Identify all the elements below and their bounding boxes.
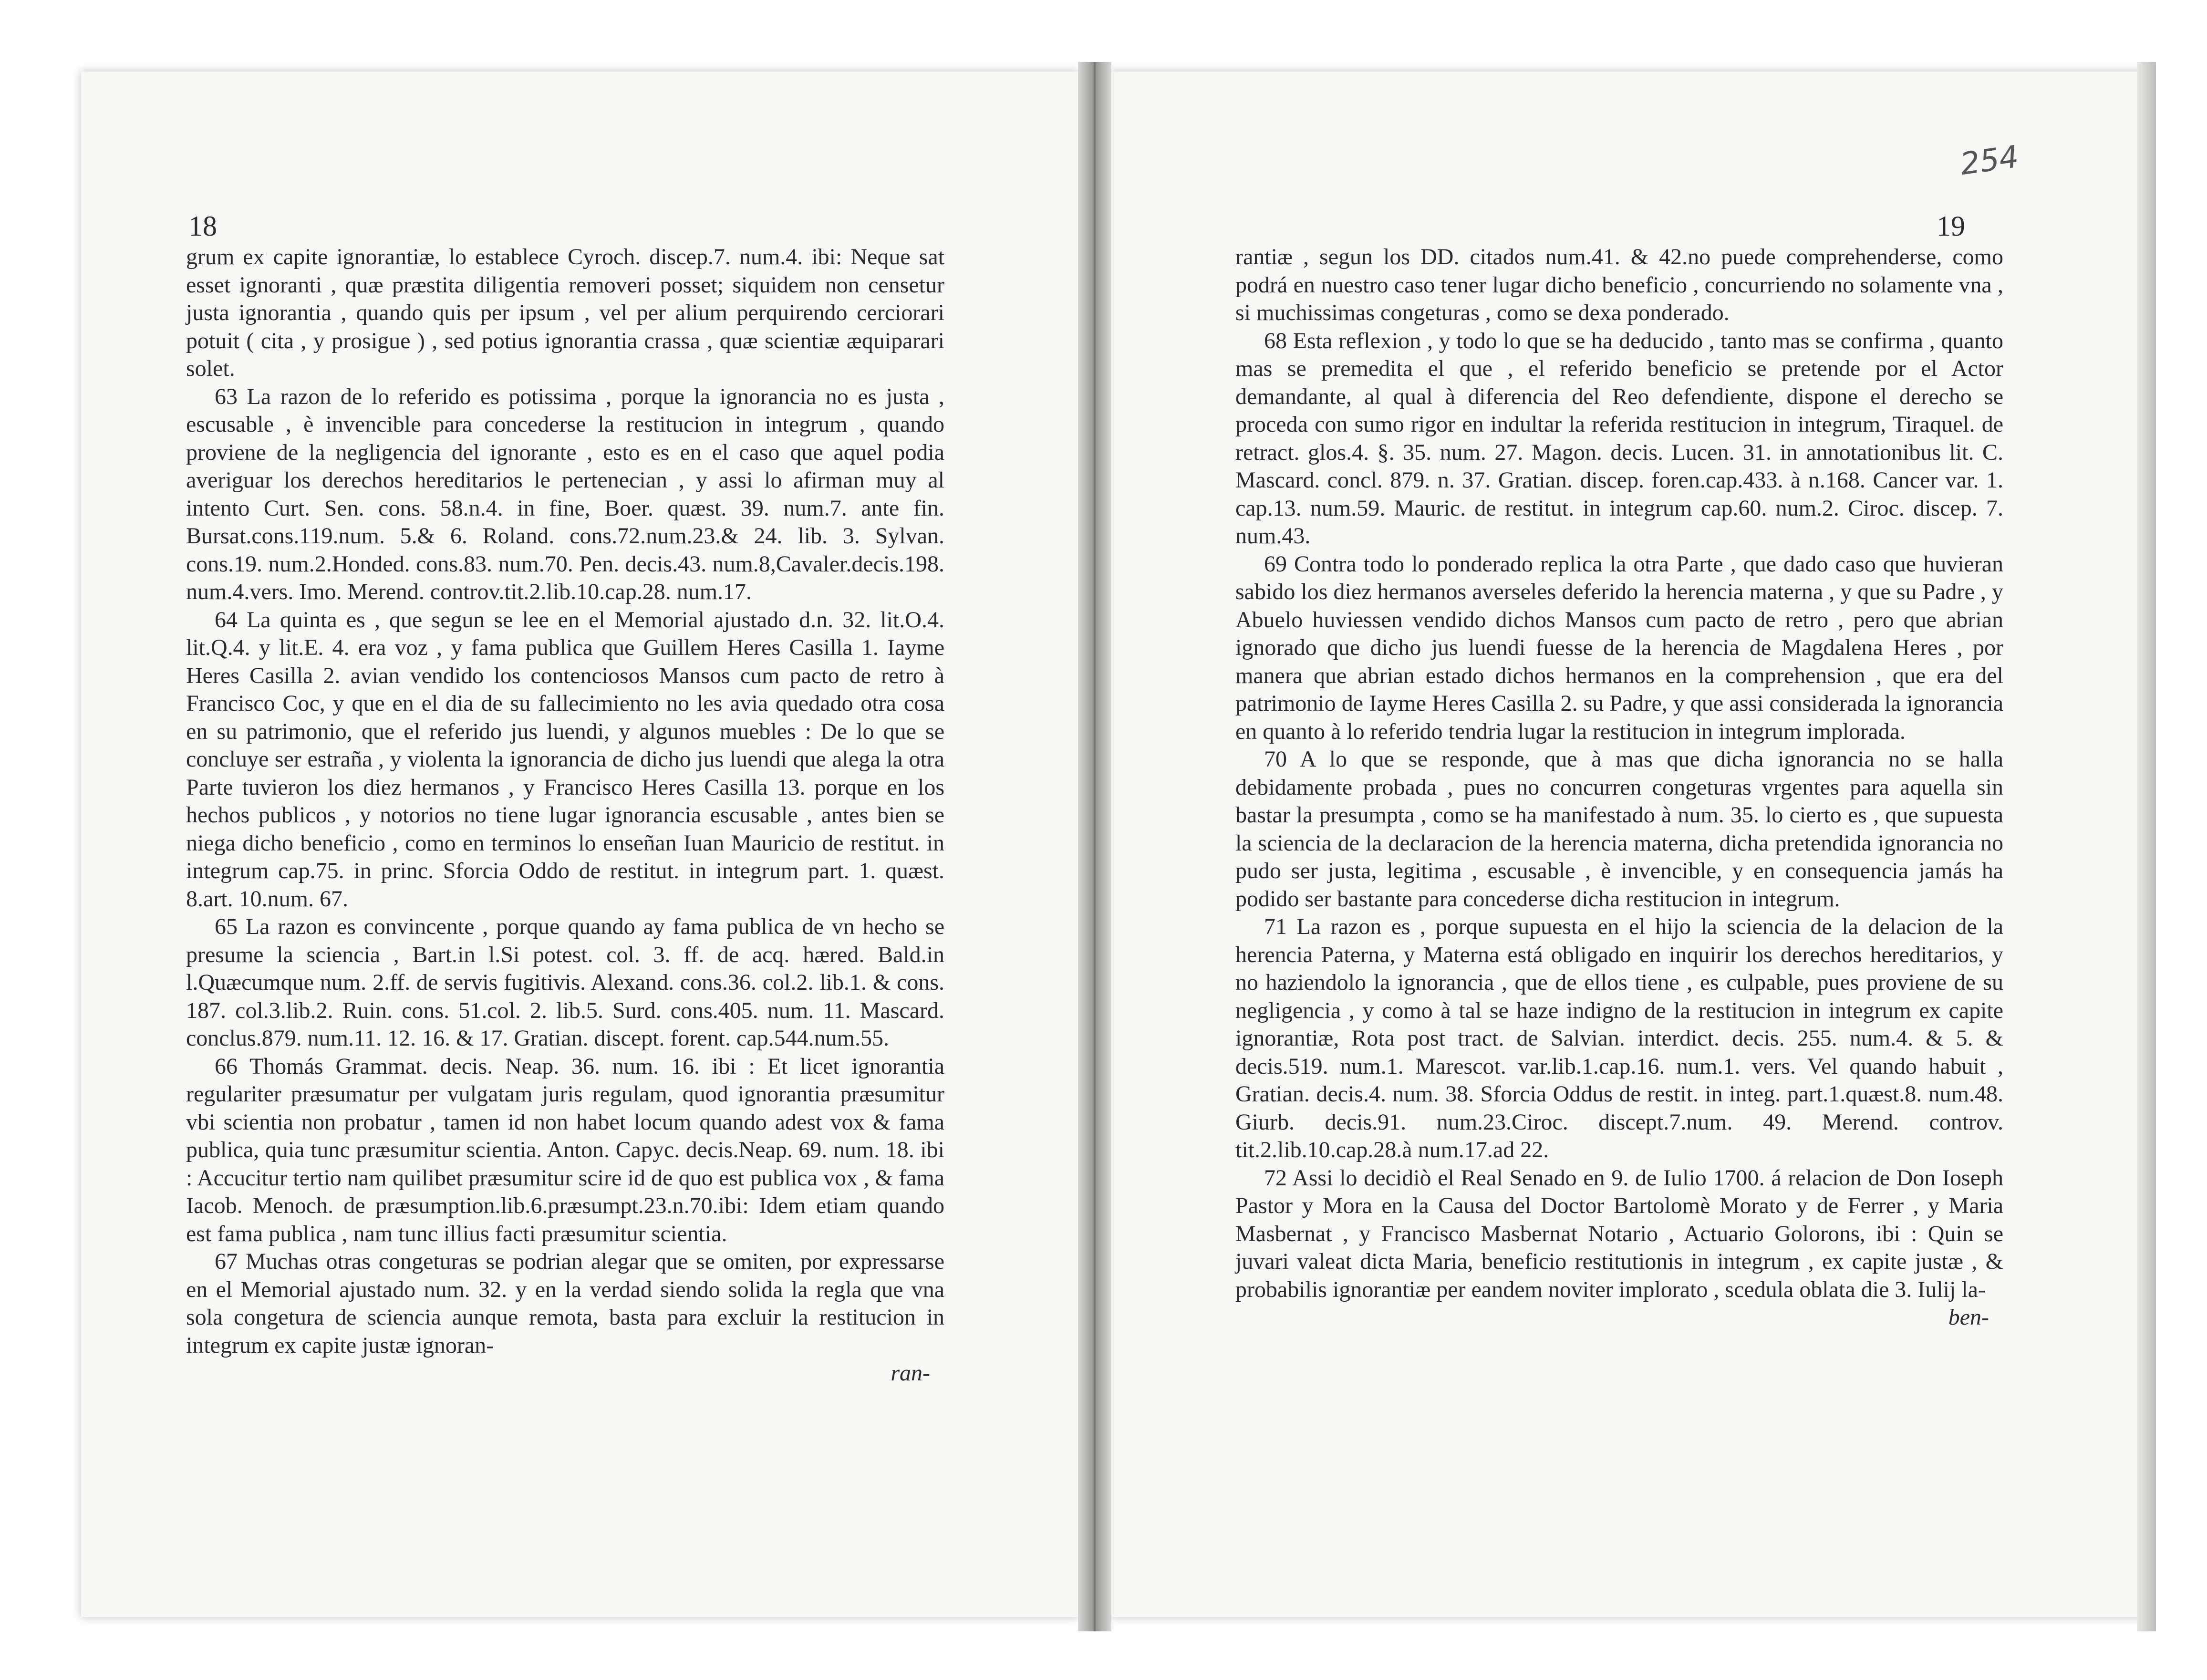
right-paragraph: 68 Esta reflexion , y todo lo que se ha deducido , tanto mas se confirma , quanto mas se premedita el que , el referido beneficio se pretende por el Actor demandante, al qual à diferencia del Reo defendiente, dispone el derecho se proceda con sumo rigor en indultar la referida restitucion in integrum, Tiraquel. de retract. glos.4. §. 35. num. 27. Magon. decis. Lucen. 31. in annotationibus lit. C. Mascard. concl. 879. n. 37. Gratian. discep. foren.cap.433. à n.168. Cancer var. 1. cap.13. num.59. Mauric. de restitut. in integrum cap.60. num.2. Ciroc. discep. 7. num.43.: [1235, 328, 2003, 549]
right-page-number: 19: [1937, 210, 1965, 242]
left-paragraph: 64 La quinta es , que segun se lee en el Memorial ajustado d.n. 32. lit.O.4. lit.Q.4. y lit.E. 4. era voz , y fama publica que Guillem Heres Casilla 1. Iayme Heres Casilla 2. avian vendido los contenciosos Mansos cum pacto de retro à Francisco Coc, y que en el dia de su fallecimiento no les avia quedado otra cosa en su patrimonio, que el referido jus luendi, y algunos muebles : De lo que se concluye ser estraña , y violenta la ignorancia de dicho jus luendi que alega la otra Parte tuvieron los diez hermanos , y Francisco Heres Casilla 13. porque en los hechos publicos , y notorios no tiene lugar ignorancia escusable , antes bien se niega dicho beneficio , como en terminos lo enseñan Iuan Mauricio de restitut. in integrum cap.75. in princ. Sforcia Oddo de restitut. in integrum part. 1. quæst. 8.art. 10.num. 67.: [186, 607, 944, 912]
right-catchword: ben-: [1948, 1305, 1989, 1330]
left-paragraph: 66 Thomás Grammat. decis. Neap. 36. num. 16. ibi : Et licet ignorantia regulariter præsumatur per vulgatam juris regulam, quod ignorantia præsumitur vbi scientia non probatur , tamen id non habet locum quando adest vox & fama publica, quia tunc præsumitur scientia. Anton. Capyc. decis.Neap. 69. num. 18. ibi : Accucitur tertio nam quilibet præsumitur scire id de quo est publica vox , & fama Iacob. Menoch. de præsumption.lib.6.præsumpt.23.n.70.ibi: Idem etiam quando est fama publica , nam tunc illius facti præsumitur scientia.: [186, 1053, 944, 1246]
left-paragraph: 65 La razon es convincente , porque quando ay fama publica de vn hecho se presume la sciencia , Bart.in l.Si potest. col. 3. ff. de acq. hæred. Bald.in l.Quæcumque num. 2.ff. de servis fugitivis. Alexand. cons.36. col.2. lib.1. & cons. 187. col.3.lib.2. Ruin. cons. 51.col. 2. lib.5. Surd. cons.405. num. 11. Mascard. conclus.879. num.11. 12. 16. & 17. Gratian. discept. forent. cap.544.num.55.: [186, 914, 944, 1051]
left-paragraph: 67 Muchas otras congeturas se podrian alegar que se omiten, por expressarse en el Memorial ajustado num. 32. y en la verdad siendo solida la regla que vna sola congetura de sciencia aunque remota, basta para excluir la restitucion in integrum ex capite justæ ignoran-: [186, 1249, 944, 1358]
right-page-text: [1235, 243, 2003, 1588]
right-paragraph: 70 A lo que se responde, que à mas que dicha ignorancia no se halla debidamente probada , pues no concurren congeturas vrgentes para aquella sin bastar la presumpta , como se ha manifestado à num. 35. lo cierto es , que supuesta la sciencia de la declaracion de la herencia materna, dicha pretendida ignorancia no pudo ser justa, legitima , escusable , è invencible, y en consequencia jamás ha podido ser bastante para concederse dicha restitucion in integrum.: [1235, 747, 2003, 912]
left-paragraph: grum ex capite ignorantiæ, lo establece Cyroch. discep.7. num.4. ibi: Neque sat esset ignoranti , quæ præstita diligentia removeri posset; siquidem non censetur justa ignorantia , quando quis per ipsum , vel per alium perquirendo cerciorari potuit ( cita , y prosigue ) , sed potius ignorantia crassa , quæ scientiæ æquiparari solet.: [186, 244, 944, 381]
left-page-text: [186, 243, 944, 1588]
left-page-number: 18: [188, 210, 217, 242]
left-catchword: ran-: [891, 1360, 930, 1386]
right-paragraph: 71 La razon es , porque supuesta en el hijo la sciencia de la delacion de la herencia Paterna, y Materna está obligado en inquirir los derechos hereditarios, y no haziendolo la ignorancia , que de ellos tiene , es culpable, pues proviene de su negligencia , y como à tal se haze indigno de la restitucion in integrum ex capite ignorantiæ, Rota post tract. de Salvian. interdict. decis. 255. num.4. & 5. & decis.519. num.1. Marescot. var.lib.1.cap.16. num.1. vers. Vel quando habuit , Gratian. decis.4. num. 38. Sforcia Oddus de restit. in integ. part.1.quæst.8. num.48. Giurb. decis.91. num.23.Ciroc. discept.7.num. 49. Merend. controv. tit.2.lib.10.cap.28.à num.17.ad 22.: [1235, 914, 2003, 1162]
right-paragraph: rantiæ , segun los DD. citados num.41. & 42.no puede comprehenderse, como podrá en nuestro caso tener lugar dicho beneficio , concurriendo no solamente vna , si muchissimas congeturas , como se dexa ponderado.: [1235, 244, 2003, 325]
handwritten-folio-mark: 254: [1958, 139, 2021, 183]
right-paragraph: 69 Contra todo lo ponderado replica la otra Parte , que dado caso que huvieran sabido los diez hermanos averseles deferido la herencia materna , y que su Padre , y Abuelo huviessen vendido dichos Mansos cum pacto de retro , pero que abrian ignorado que dicho jus luendi fuesse de la herencia de Magdalena Heres , por manera que abrian estado dichos hermanos en la comprehension , que era del patrimonio de Iayme Heres Casilla 2. su Padre, y que assi considerada la ignorancia en quanto à lo referido tendria lugar la restitucion in integrum implorada.: [1235, 551, 2003, 744]
left-paragraph: 63 La razon de lo referido es potissima , porque la ignorancia no es justa , escusable , è invencible para concederse la restitucion in integrum , quando proviene de la negligencia del ignorante , esto es en el caso que aquel podia averiguar los derechos hereditarios le pertenecian , y assi lo afirman muy al intento Curt. Sen. cons. 58.n.4. in fine, Boer. quæst. 39. num.7. ante fin. Bursat.cons.119.num. 5.& 6. Roland. cons.72.num.23.& 24. lib. 3. Sylvan. cons.19. num.2.Honded. cons.83. num.70. Pen. decis.43. num.8,Cavaler.decis.198. num.4.vers. Imo. Merend. controv.tit.2.lib.10.cap.28. num.17.: [186, 384, 944, 604]
book-gutter: [1078, 62, 1111, 1631]
page-edge: [2137, 62, 2156, 1631]
right-paragraph: 72 Assi lo decidiò el Real Senado en 9. de Iulio 1700. á relacion de Don Ioseph Pastor y Mora en la Causa del Doctor Bartolomè Morato y de Ferrer , y Maria Masbernat , y Francisco Masbernat Notario , Actuario Golorons, ibi : Quin se juvari valeat dicta Maria, beneficio restitutionis in integrum , ex capite justæ , & probabilis ignorantiæ per eandem noviter implorato , scedula oblata die 3. Iulij la-: [1235, 1165, 2003, 1302]
